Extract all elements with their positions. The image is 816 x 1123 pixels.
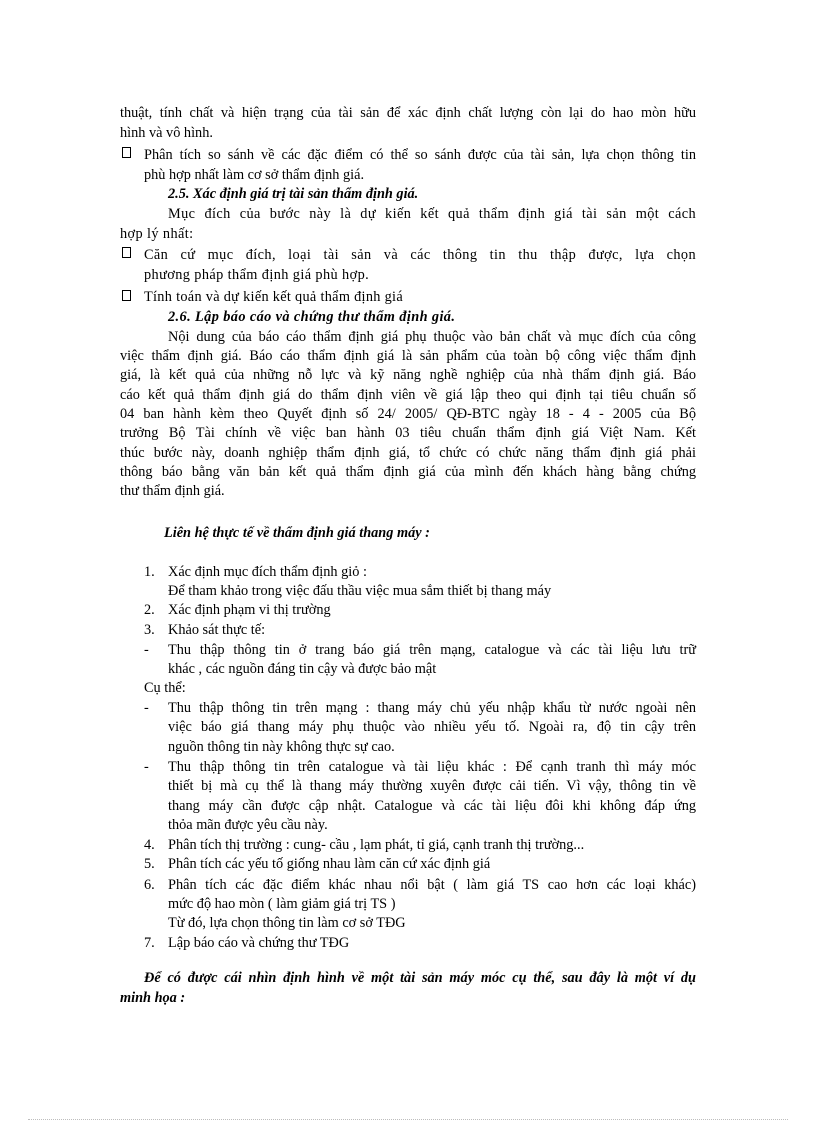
footer-divider: [28, 1119, 788, 1120]
text-line: thuật, tính chất và hiện trạng của tài sản để xác định chất lượng còn lại do hao mòn hữu: [120, 105, 696, 121]
dash-bullet: -: [144, 700, 149, 716]
text-line: hợp lý nhất:: [120, 226, 194, 242]
text-line: phương pháp thẩm định giá phù hợp.: [144, 267, 370, 283]
list-number: 3.: [144, 622, 155, 638]
checkbox-bullet-icon: [122, 247, 131, 258]
text-line: trưởng Bộ Tài chính về việc ban hành 03 tiêu chuẩn thẩm định giá Việt Nam. Kết: [120, 425, 696, 441]
text-line: giá, là kết quả của những nỗ lực và kỹ năng nghề nghiệp của nhà thẩm định giá. Báo: [120, 367, 696, 383]
text-line: khác , các nguồn đáng tin cậy và được bảo mật: [168, 661, 437, 677]
text-line: Căn cứ mục đích, loại tài sản và các thông tin thu thập được, lựa chọn: [144, 247, 696, 263]
text-line: Cụ thể:: [144, 680, 186, 696]
text-line: nguồn thông tin này không thực sự cao.: [168, 739, 395, 755]
list-item: Xác định mục đích thẩm định giỏ :: [168, 564, 367, 580]
text-line: thỏa mãn được yêu cầu này.: [168, 817, 328, 833]
text-line: thông báo bằng văn bản kết quả thẩm định giá của mình đến khách hàng bằng chứng: [120, 464, 696, 480]
list-item: Phân tích thị trường : cung- cầu , lạm phát, tỉ giá, cạnh tranh thị trường...: [168, 837, 585, 853]
checkbox-bullet-icon: [122, 147, 131, 158]
list-number: 2.: [144, 602, 155, 618]
text-line: Thu thập thông tin ở trang báo giá trên mạng, catalogue và các tài liệu lưu trữ: [168, 642, 696, 658]
section-heading-lien-he: Liên hệ thực tế về thẩm định giá thang máy :: [164, 525, 430, 541]
list-item: Khảo sát thực tế:: [168, 622, 266, 638]
text-line: thư thẩm định giá.: [120, 483, 225, 499]
list-item: Lập báo cáo và chứng thư TĐG: [168, 935, 350, 951]
section-heading-2-5: 2.5. Xác định giá trị tài sản thẩm định giá.: [168, 186, 419, 202]
text-line: Để tham khảo trong việc đấu thầu việc mua sắm thiết bị thang máy: [168, 583, 552, 599]
section-heading-2-6: 2.6. Lập báo cáo và chứng thư thẩm định giá.: [168, 309, 456, 325]
text-line: Từ đó, lựa chọn thông tin làm cơ sở TĐG: [168, 915, 406, 931]
text-line: thiết bị mà cụ thể là thang máy thường xuyên được cải tiến. Vì vậy, thông tin về: [168, 778, 696, 794]
list-number: 4.: [144, 837, 155, 853]
list-number: 5.: [144, 856, 155, 872]
dash-bullet: -: [144, 642, 149, 658]
text-line: Tính toán và dự kiến kết quả thẩm định giá: [144, 289, 403, 305]
list-number: 7.: [144, 935, 155, 951]
text-line: cáo kết quả thẩm định giá do thẩm định viên về giá lập theo qui định tại tiêu chuẩn số: [120, 387, 696, 403]
text-line: Phân tích so sánh về các đặc điểm có thể so sánh được của tài sản, lựa chọn thông tin: [144, 147, 696, 163]
closing-heading: minh họa :: [120, 990, 186, 1006]
list-item: Phân tích các yếu tố giống nhau làm căn cứ xác định giá: [168, 856, 491, 872]
checkbox-bullet-icon: [122, 290, 131, 301]
closing-heading: Để có được cái nhìn định hình về một tài sản máy móc cụ thể, sau đây là một ví dụ: [144, 970, 696, 986]
text-line: 04 ban hành kèm theo Quyết định số 24/ 2005/ QĐ-BTC ngày 18 - 4 - 2005 của Bộ: [120, 406, 696, 422]
text-line: Thu thập thông tin trên catalogue và tài liệu khác : Để cạnh tranh thì máy móc: [168, 759, 696, 775]
text-line: Mục đích của bước này là dự kiến kết quả thẩm định giá tài sản một cách: [168, 206, 696, 222]
text-line: hình và vô hình.: [120, 125, 213, 141]
list-item: Phân tích các đặc điểm khác nhau nổi bật ( làm giá TS cao hơn các loại khác): [168, 877, 696, 893]
text-line: thúc bước này, doanh nghiệp thẩm định giá, tổ chức có chức năng thẩm định giá phải: [120, 445, 696, 461]
text-line: Thu thập thông tin trên mạng : thang máy chủ yếu nhập khẩu từ nước ngoài nên: [168, 700, 696, 716]
text-line: việc báo giá thang máy phụ thuộc vào nhiều yếu tố. Ngoài ra, độ tin cậy trên: [168, 719, 696, 735]
dash-bullet: -: [144, 759, 149, 775]
list-item: Xác định phạm vi thị trường: [168, 602, 331, 618]
text-line: phù hợp nhất làm cơ sở thẩm định giá.: [144, 167, 365, 183]
text-line: việc thẩm định giá. Báo cáo thẩm định giá là sản phẩm của toàn bộ công việc thẩm định: [120, 348, 696, 364]
text-line: mức độ hao mòn ( làm giảm giá trị TS ): [168, 896, 396, 912]
list-number: 6.: [144, 877, 155, 893]
text-line: Nội dung của báo cáo thẩm định giá phụ thuộc vào bản chất và mục đích của công: [168, 329, 696, 345]
list-number: 1.: [144, 564, 155, 580]
text-line: thang máy cần được cập nhật. Catalogue và các tài liệu đôi khi không đáp ứng: [168, 798, 696, 814]
